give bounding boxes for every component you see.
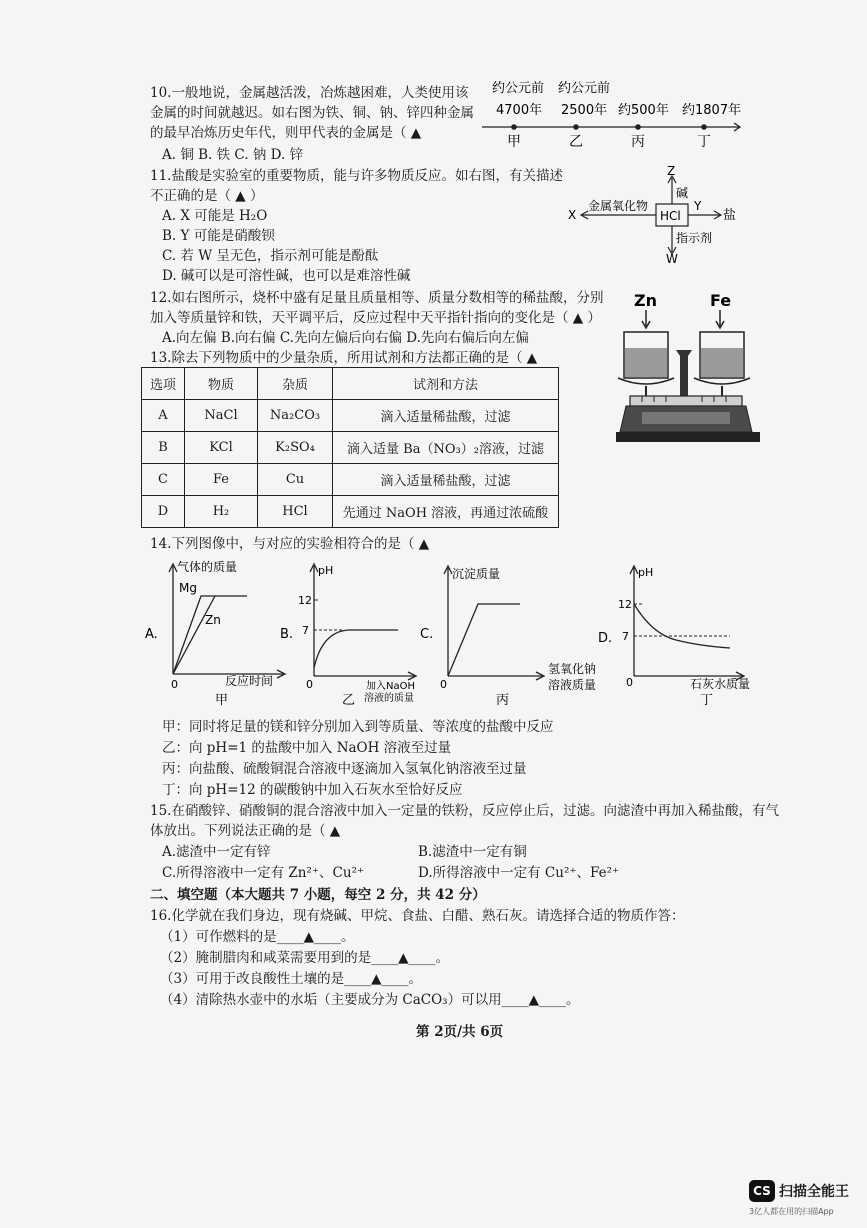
diagram-center-hcl: HCl — [660, 209, 681, 223]
graph-a-origin: 0 — [171, 678, 178, 691]
q15-option-a: A.滤渣中一定有锌 — [162, 844, 271, 860]
table-cell: D — [142, 496, 185, 528]
graph-c-xlabel-1: 氢氧化钠 — [548, 662, 597, 676]
diagram-left-x: X — [568, 208, 577, 222]
table-cell: HCl — [258, 496, 333, 528]
graph-b-ylabel: pH — [318, 564, 334, 577]
table-header-cell: 选项 — [142, 368, 185, 400]
q15-option-c: C.所得溶液中一定有 Zn²⁺、Cu²⁺ — [162, 865, 365, 881]
diagram-right-y: Y — [694, 199, 702, 213]
q12-options: A.向左偏 B.向右偏 C.先向左偏后向右偏 D.先向右偏后向左偏 — [162, 330, 529, 346]
timeline-top-label-2: 约公元前 — [558, 81, 611, 96]
scanner-logo-icon: CS — [749, 1180, 775, 1202]
timeline-point-1: 甲 — [507, 134, 521, 150]
q13-text: 13.除去下列物质中的少量杂质，所用试剂和方法都正确的是（ ▲ — [150, 350, 538, 366]
timeline-top-label-1: 约公元前 — [492, 81, 545, 96]
diagram-bottom-label: 指示剂 — [676, 231, 713, 245]
diagram-top-label: 碱 — [676, 186, 689, 200]
q12-text-line1: 12.如右图所示，烧杯中盛有足量且质量相等、质量分数相等的稀盐酸，分别 — [150, 290, 604, 306]
page-footer: 第 2页/共 6页 — [416, 1024, 504, 1040]
table-cell: Na₂CO₃ — [258, 400, 333, 432]
q10-timeline — [478, 78, 748, 150]
q12-text-line2: 加入等质量锌和铁，天平调平后，反应过程中天平指针指向的变化是（ ▲ ） — [150, 310, 601, 326]
graph-d-letter: D. — [598, 631, 613, 646]
q16-subquestion-3: （3）可用于改良酸性土壤的是____▲____。 — [160, 971, 422, 987]
q12-balance-illustration — [612, 286, 764, 448]
table-cell: 滴入适量 Ba（NO₃）₂溶液，过滤 — [333, 432, 559, 464]
graph-a-letter: A. — [145, 627, 158, 642]
graph-d-ylabel: pH — [638, 566, 654, 579]
q14-desc-jia: 甲：同时将足量的镁和锌分别加入到等质量、等浓度的盐酸中反应 — [162, 719, 554, 735]
table-cell: KCl — [185, 432, 258, 464]
balance-right-metal: Fe — [710, 291, 732, 310]
q14-text: 14.下列图像中，与对应的实验相符合的是（ ▲ — [150, 536, 430, 552]
q11-option-d: D. 碱可以是可溶性碱，也可以是难溶性碱 — [162, 268, 411, 284]
scanner-watermark — [749, 1180, 849, 1216]
q14-graph-b — [278, 556, 428, 706]
timeline-year-1: 4700年 — [496, 103, 543, 118]
graph-c-caption: 丙 — [496, 693, 510, 706]
graph-b-caption: 乙 — [342, 693, 356, 706]
q16-subquestion-1: （1）可作燃料的是____▲____。 — [160, 929, 355, 945]
q14-graph-c — [416, 556, 606, 706]
table-cell: NaCl — [185, 400, 258, 432]
q15-text-line2: 体放出。下列说法正确的是（ ▲ — [150, 823, 341, 839]
graph-d-tick-7: 7 — [622, 630, 629, 643]
diagram-left-label: 金属氧化物 — [588, 199, 649, 213]
graph-d-xlabel: 石灰水质量 — [690, 677, 751, 691]
q14-graph-a — [143, 556, 293, 706]
table-cell: Cu — [258, 464, 333, 496]
table-cell: B — [142, 432, 185, 464]
q14-graph-d — [596, 556, 766, 706]
table-row — [142, 496, 559, 528]
q15-text-line1: 15.在硝酸锌、硝酸铜的混合溶液中加入一定量的铁粉，反应停止后，过滤。向滤渣中再加入稀盐酸，有气 — [150, 803, 779, 819]
graph-b-tick-7: 7 — [302, 624, 309, 637]
graph-d-caption: 丁 — [700, 693, 714, 706]
graph-b-origin: 0 — [306, 678, 313, 691]
diagram-right-label: 盐 — [723, 208, 737, 223]
diagram-top-z: Z — [667, 164, 676, 178]
q16-subquestion-4: （4）清除热水壶中的水垢（主要成分为 CaCO₃）可以用____▲____。 — [160, 992, 580, 1008]
graph-c-ylabel: 沉淀质量 — [452, 567, 501, 581]
q15-option-b: B.滤渣中一定有铜 — [418, 844, 527, 860]
table-row — [142, 432, 559, 464]
table-row — [142, 400, 559, 432]
timeline-year-3: 约500年 — [618, 103, 669, 118]
q11-option-a: A. X 可能是 H₂O — [162, 208, 268, 224]
graph-b-xlabel-1: 加入NaOH — [366, 681, 415, 692]
table-cell: H₂ — [185, 496, 258, 528]
section-2-heading: 二、填空题（本大题共 7 小题，每空 2 分，共 42 分） — [150, 887, 486, 903]
q15-option-d: D.所得溶液中一定有 Cu²⁺、Fe²⁺ — [418, 865, 620, 881]
timeline-year-2: 2500年 — [561, 103, 608, 118]
graph-c-xlabel-2: 溶液质量 — [548, 678, 597, 692]
scanner-name: 扫描全能王 — [779, 1184, 849, 1200]
q14-desc-ding: 丁：向 pH=12 的碳酸钠中加入石灰水至恰好反应 — [162, 782, 463, 798]
timeline-point-3: 丙 — [631, 134, 645, 150]
table-cell: 先通过 NaOH 溶液，再通过浓硫酸 — [333, 496, 559, 528]
table-cell: C — [142, 464, 185, 496]
graph-d-tick-12: 12 — [618, 598, 632, 611]
q14-desc-yi: 乙：向 pH=1 的盐酸中加入 NaOH 溶液至过量 — [162, 740, 452, 756]
graph-c-origin: 0 — [440, 678, 447, 691]
graph-a-caption: 甲 — [215, 693, 229, 706]
graph-a-zn-label: Zn — [205, 613, 221, 627]
q11-text-line1: 11.盐酸是实验室的重要物质，能与许多物质反应。如右图，有关描述 — [150, 168, 563, 184]
table-cell: K₂SO₄ — [258, 432, 333, 464]
diagram-bottom-w: W — [666, 252, 678, 264]
q10-text-line1: 10.一般地说，金属越活泼，冶炼越困难，人类使用该 — [150, 85, 469, 101]
table-row — [142, 464, 559, 496]
table-header-cell: 杂质 — [258, 368, 333, 400]
timeline-year-4: 约1807年 — [682, 103, 742, 118]
q14-desc-bing: 丙：向盐酸、硫酸铜混合溶液中逐滴加入氢氧化钠溶液至过量 — [162, 761, 527, 777]
graph-d-origin: 0 — [626, 676, 633, 689]
graph-a-xlabel: 反应时间 — [225, 674, 274, 688]
balance-left-metal: Zn — [634, 291, 657, 310]
q11-text-line2: 不正确的是（ ▲ ） — [150, 188, 264, 204]
q16-subquestion-2: （2）腌制腊肉和咸菜需要用到的是____▲____。 — [160, 950, 449, 966]
graph-b-xlabel-2: 溶液的质量 — [364, 693, 414, 704]
q11-hcl-diagram — [560, 164, 760, 264]
graph-b-letter: B. — [280, 627, 294, 642]
table-header-cell: 物质 — [185, 368, 258, 400]
graph-b-tick-12: 12 — [298, 594, 312, 607]
graph-a-ylabel: 气体的质量 — [177, 560, 238, 574]
q10-text-line2: 金属的时间就越迟。如右图为铁、铜、钠、锌四种金属 — [150, 105, 474, 121]
q10-text-line3: 的最早冶炼历史年代，则甲代表的金属是（ ▲ — [150, 125, 422, 141]
table-cell: 滴入适量稀盐酸，过滤 — [333, 400, 559, 432]
table-cell: 滴入适量稀盐酸，过滤 — [333, 464, 559, 496]
table-header-cell: 试剂和方法 — [333, 368, 559, 400]
scanner-tagline: 3亿人都在用的扫描App — [749, 1207, 834, 1216]
q10-options: A. 铜 B. 铁 C. 钠 D. 锌 — [162, 147, 304, 163]
timeline-point-4: 丁 — [697, 134, 711, 150]
q16-text: 16.化学就在我们身边，现有烧碱、甲烷、食盐、白醋、熟石灰。请选择合适的物质作答： — [150, 908, 685, 924]
table-header-row — [142, 368, 559, 400]
timeline-point-2: 乙 — [569, 134, 583, 150]
table-cell: Fe — [185, 464, 258, 496]
graph-c-letter: C. — [420, 627, 434, 642]
q11-option-c: C. 若 W 呈无色，指示剂可能是酚酞 — [162, 248, 379, 264]
table-cell: A — [142, 400, 185, 432]
q11-option-b: B. Y 可能是硝酸钡 — [162, 228, 275, 244]
graph-a-mg-label: Mg — [179, 581, 197, 595]
q13-options-table — [141, 367, 559, 528]
